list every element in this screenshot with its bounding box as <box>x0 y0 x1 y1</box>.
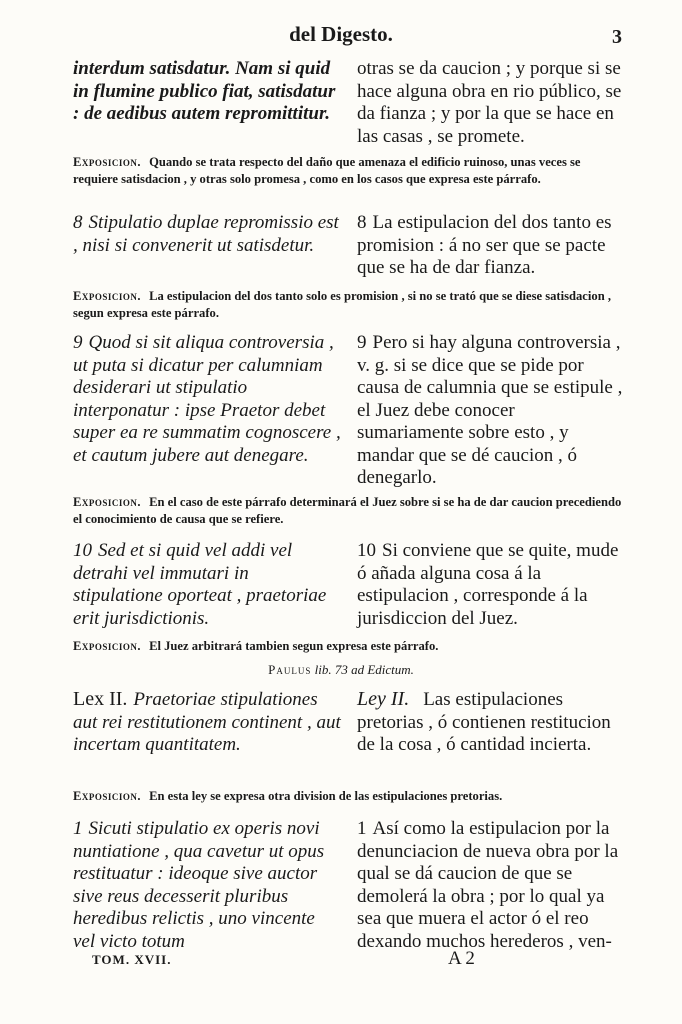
spanish-body: Las estipulaciones pretorias , ó contienen restitucion de la cosa , ó cantidad incierta. <box>357 689 611 755</box>
exposition-4 <box>73 638 623 655</box>
spanish-body: La estipulacion del dos tanto es promision : á no ser que se pacte que se ha de dar fianza. <box>357 212 612 278</box>
exposition-2 <box>73 288 623 322</box>
exposition-label: Exposicion. <box>73 155 142 169</box>
section-number: 8 <box>357 212 367 233</box>
latin-body: Sicuti stipulatio ex operis novi nuntiatione , qua cavetur ut opus restituatur : ideoque sive auctor sive reus decesserit pluribus heredibus relictis , uno vincente vel victo totum <box>73 818 325 952</box>
exposition-label: Exposicion. <box>73 639 142 653</box>
latin-text <box>73 818 341 953</box>
exposition-1 <box>73 154 623 188</box>
page-number: 3 <box>612 26 622 48</box>
spanish-text: otras se da caucion ; y porque si se hace alguna obra en rio público, se da fianza ; y por la que se hace en las casas , se promete. <box>357 58 622 147</box>
latin-text <box>73 540 341 630</box>
exposition-label: Exposicion. <box>73 289 142 303</box>
latin-text <box>73 332 341 467</box>
signature-mark: A 2 <box>448 948 475 969</box>
running-header <box>0 20 682 50</box>
exposition-label: Exposicion. <box>73 789 142 803</box>
latin-text <box>73 688 341 757</box>
author-name: Paulus <box>268 662 312 677</box>
exposition-text: En esta ley se expresa otra division de las estipulaciones pretorias. <box>149 789 503 803</box>
exposition-text: Quando se trata respecto del daño que amenaza el edificio ruinoso, unas veces se requiere satisdacion , y otras solo promesa , como en los casos que expresa este párrafo. <box>73 155 581 186</box>
exposition-text: El Juez arbitrará tambien segun expresa este párrafo. <box>149 639 439 653</box>
section-number: 10 <box>357 540 376 561</box>
latin-body: Stipulatio duplae repromissio est , nisi si convenerit ut satisdetur. <box>73 212 339 256</box>
lex-heading: Lex II. <box>73 688 128 710</box>
section-number: 1 <box>357 818 367 839</box>
exposition-5 <box>73 788 623 805</box>
exposition-3 <box>73 494 623 528</box>
spanish-text <box>357 540 625 630</box>
spanish-body: Así como la estipulacion por la denunciacion de nueva obra por la qual se dá caucion de que se demolerá la obra ; por lo qual ya sea que muera el actor ó el reo dexando muchos herederos , ven- <box>357 818 619 952</box>
spanish-text <box>357 212 625 280</box>
latin-body: Quod si sit aliqua controversia , ut puta si dicatur per calumniam desiderari ut stipulatio interponatur : ipse Praetor debet super ea re summatim cognoscere , et cautum jubere aut denegare. <box>73 332 341 466</box>
spanish-text <box>357 332 625 490</box>
spanish-text <box>357 688 625 757</box>
latin-text <box>73 212 341 257</box>
section-number: 8 <box>73 212 83 233</box>
tome-label: TOM. XVII. <box>92 952 172 967</box>
exposition-text: La estipulacion del dos tanto solo es promision , si no se trató que se diese satisdacion , segun expresa este párrafo. <box>73 289 611 320</box>
page-title: del Digesto. <box>289 22 393 46</box>
author-reference: lib. 73 ad Edictum. <box>314 662 414 677</box>
latin-body: Sed et si quid vel addi vel detrahi vel immutari in stipulatione oporteat , praetoriae erit jurisdictionis. <box>73 540 327 629</box>
latin-body: Praetoriae stipulationes aut rei restitutionem continent , aut incertam quantitatem. <box>73 689 341 755</box>
section-number: 1 <box>73 818 83 839</box>
section-number: 10 <box>73 540 92 561</box>
author-citation <box>0 662 682 678</box>
exposition-label: Exposicion. <box>73 495 142 509</box>
ley-heading: Ley II. <box>357 688 410 710</box>
page-footer <box>0 948 682 972</box>
spanish-body: Pero si hay alguna controversia , v. g. si se dice que se pide por causa de calumnia que se estipule , el Juez debe conocer sumariamente sobre esto , y mandar que se dé caucion , ó denegarlo. <box>357 332 623 488</box>
section-number: 9 <box>73 332 83 353</box>
exposition-text: En el caso de este párrafo determinará el Juez sobre si se ha de dar caucion precediendo el conocimiento de causa que se refiere. <box>73 495 622 526</box>
section-number: 9 <box>357 332 367 353</box>
latin-text: interdum satisdatur. Nam si quid in flumine publico fiat, satisdatur : de aedibus autem repromittitur. <box>73 58 336 124</box>
spanish-body: Si conviene que se quite, mude ó añada alguna cosa á la estipulacion , corresponde á la jurisdiccion del Juez. <box>357 540 619 629</box>
spanish-text <box>357 818 625 953</box>
